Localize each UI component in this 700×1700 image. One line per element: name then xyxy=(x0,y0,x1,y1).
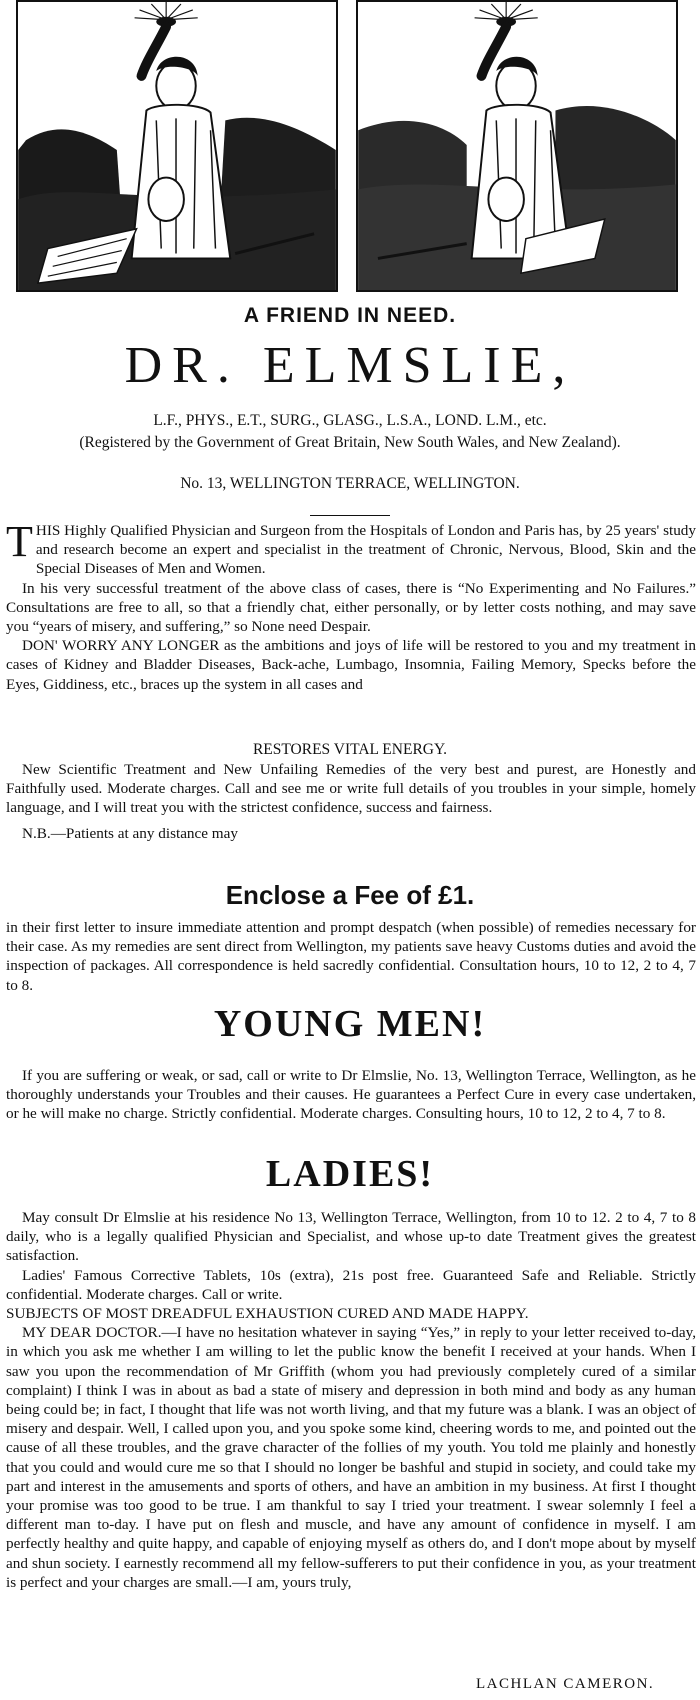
engraving-left xyxy=(16,0,338,292)
testimonial-letter: MY DEAR DOCTOR.—I have no hesitation whatever in saying “Yes,” in reply to your letter received to-day, in which you ask me whether I am willing to let the public know the benefit I received at your hands. When I saw you upon the recommendation of Mr Griffith (whom you had previously completely cured of a similar complaint) I think I was in about as bad a state of misery and depression in both mind and body as any human being could be; in fact, I thought that life was not worth living, and that my future was a blank. I was an object of misery and despair. Well, I called upon you, and you spoke some kind, cheering words to me, and pointed out the cause of all these troubles, and the grave character of the follies of my youth. You told me plainly and honestly that you could and would cure me so that I should no longer be bashful and stupid in society, and could take my part and interest in the amusements and sports of others, and have an ambition in my business. At first I thought your promise was too good to be true. I am thankful to say I tried your treatment. I swear solemnly I feel a different man to-day. I have put on flesh and muscle, and have any amount of confidence in myself. I am perfectly healthy and quite happy, and capable of enjoying myself as others do, and I don't mope about by myself and shun society. I earnestly recommend all my fellow-sufferers to put their confidence in you, as your treatment is perfect and your charges are small.—I am, yours truly, xyxy=(6,1324,696,1591)
divider xyxy=(310,515,390,516)
restores-heading: RESTORES VITAL ENERGY. xyxy=(252,741,448,758)
illustration-row xyxy=(16,0,684,295)
fee-text: in their first letter to insure immediate attention and prompt despatch (when possible) of remedies necessary for their case. As my remedies are sent direct from Wellington, my patients save heavy Customs duties and avoid the inspection of packages. All correspondence is held sacredly confidential. Consultation hours, 10 to 12, 2 to 4, 7 to 8. xyxy=(6,919,696,994)
credentials-line: L.F., PHYS., E.T., SURG., GLASG., L.S.A., LOND. L.M., etc. xyxy=(153,412,547,429)
fee-heading: Enclose a Fee of £1. xyxy=(225,880,475,910)
paragraph: Ladies' Famous Corrective Tablets, 10s (extra), 21s post free. Guaranteed Safe and Reliable. Strictly confidential. Moderate charges. Call or write. xyxy=(6,1266,696,1303)
intro-paragraph xyxy=(6,517,696,579)
nb-line: N.B.—Patients at any distance may xyxy=(22,824,238,842)
paragraph: DON' WORRY ANY LONGER as the ambitions and joys of life will be restored to you and my treatment in cases of Kidney and Bladder Diseases, Back-ache, Lumbago, Insomnia, Failing Memory, Specks before the Eyes, Giddiness, etc., braces up the system in all cases and xyxy=(6,637,696,693)
paragraph: May consult Dr Elmslie at his residence No 13, Wellington Terrace, Wellington, from 10 to 12. 2 to 4, 7 to 8 daily, who is a legally qualified Physician and Specialist, and whose up-to date Treatment gives the greatest satisfaction. xyxy=(6,1209,696,1265)
woman-with-torch-engraving-icon xyxy=(18,2,336,290)
paragraph: New Scientific Treatment and New Unfailing Remedies of the very best and purest, are Honestly and Faithfully used. Moderate charges. Call and see me or write full details of you troubles in your simple, homely language, and I will treat you with the strictest confidence, success and fairness. xyxy=(6,761,696,817)
signature: LACHLAN CAMERON. xyxy=(476,1676,655,1692)
engraving-right xyxy=(356,0,678,292)
young-men-heading: YOUNG MEN! xyxy=(213,1003,487,1045)
ladies-heading: LADIES! xyxy=(265,1153,435,1195)
registration-line: (Registered by the Government of Great Britain, New South Wales, and New Zealand). xyxy=(79,434,621,451)
woman-with-torch-engraving-icon xyxy=(358,2,676,290)
drop-cap: T xyxy=(6,517,33,566)
intro-section xyxy=(6,517,696,694)
headline: A FRIEND IN NEED. xyxy=(243,304,457,327)
address-line: No. 13, WELLINGTON TERRACE, WELLINGTON. xyxy=(180,475,520,492)
paragraph: In his very successful treatment of the above class of cases, there is “No Experimenting and No Failures.” Consultations are free to all, so that a friendly chat, either personally, or by letter costs nothing, and may save you “years of misery, and suffering,” so None need Despair. xyxy=(6,579,696,636)
doctor-name: DR. ELMSLIE, xyxy=(124,337,576,394)
intro-text: HIS Highly Qualified Physician and Surgeon from the Hospitals of London and Paris has, by 25 years' study and research become an expert and specialist in the treatment of Chronic, Nervous, Blood, Skin and the Special Diseases of Men and Women. xyxy=(35,522,696,578)
ladies-section xyxy=(6,1208,696,1592)
treatment-section xyxy=(6,760,696,843)
young-men-text: If you are suffering or weak, or sad, call or write to Dr Elmslie, No. 13, Wellington Terrace, Wellington, as he thoroughly understands your Troubles and their causes. He guarantees a Perfect Cure in every case undertaken, or he will make no charge. Strictly confidential. Moderate charges. Consulting hours, 10 to 12, 2 to 4, 7 to 8. xyxy=(6,1067,696,1123)
subjects-line: SUBJECTS OF MOST DREADFUL EXHAUSTION CURED AND MADE HAPPY. xyxy=(6,1305,529,1323)
